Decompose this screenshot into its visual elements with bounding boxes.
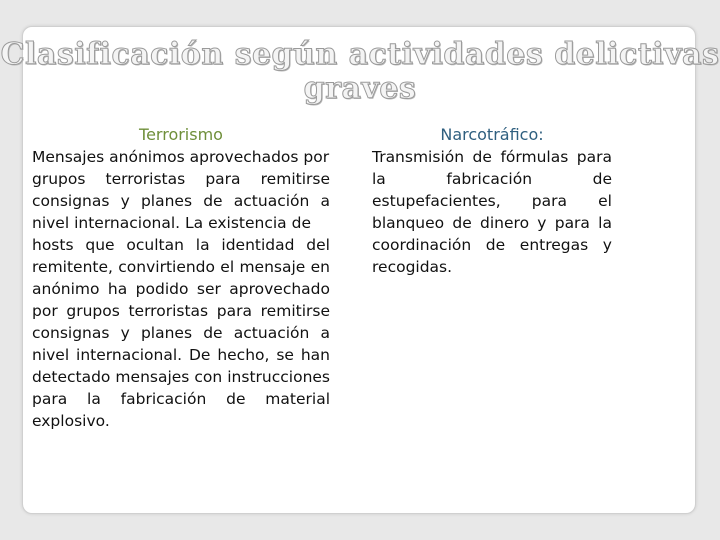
terrorism-column — [32, 124, 330, 432]
slide-title: Clasificación según actividades delictivas graves — [0, 37, 720, 106]
narcotrafficking-heading: Narcotráfico: — [440, 125, 544, 144]
narcotrafficking-body: Transmisión de fórmulas para la fabricación de estupefacientes, para el blanqueo de dinero y para la coordinación de entregas y recogidas. — [372, 148, 612, 276]
terrorism-body: Mensajes anónimos aprovechados por grupos terroristas para remitirse consignas y planes de actuación a nivel internacional. La existencia de hosts que ocultan la identidad del remitente, convirtiendo el mensaje en anónimo ha podido ser aprovechado por grupos terroristas para remitirse consignas y planes de actuación a nivel internacional. De hecho, se han detectado mensajes con instrucciones para la fabricación de material explosivo. — [32, 148, 330, 430]
terrorism-heading: Terrorismo — [139, 125, 223, 144]
narcotrafficking-column — [372, 124, 612, 278]
